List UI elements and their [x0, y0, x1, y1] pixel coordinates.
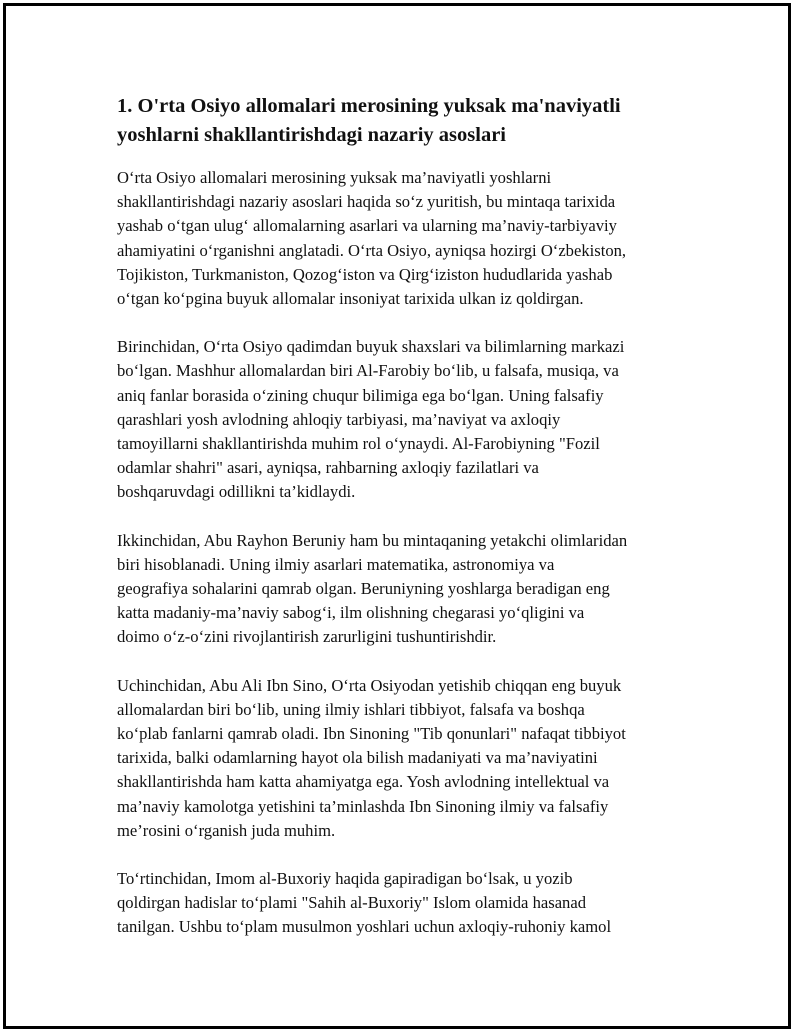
paragraph-ibn-sino: Uchinchidan, Abu Ali Ibn Sino, O‘rta Osiyodan yetishib chiqqan eng buyuk allomalardan biri bo‘lib, uning ilmiy ishlari tibbiyot, falsafa va boshqa ko‘plab fanlarni qamrab oladi. Ibn Sinoning "Tib qonunlari" nafaqat tibbiyot tarixida, balki odamlarning hayot ola bilish madaniyati va ma’naviyatini shakllantirishda ham katta ahamiyatga ega. Yosh avlodning intellektual va ma’naviy kamolotga yetishini ta’minlashda Ibn Sinoning ilmiy va falsafiy me’rosini o‘rganish juda muhim. — [117, 675, 626, 840]
paragraph-beruniy: Ikkinchidan, Abu Rayhon Beruniy ham bu mintaqaning yetakchi olimlaridan biri hisoblanadi. Uning ilmiy asarlari matematika, astronomiya va geografiya sohalarini qamrab olgan. Beruniyning yoshlarga beradigan eng katta madaniy-ma’naviy sabog‘i, ilm olishning chegarasi yo‘qligini va doimo o‘z-o‘zini rivojlantirish zarurligini tushuntirishdir. — [117, 530, 628, 647]
paragraph-intro: O‘rta Osiyo allomalari merosining yuksak ma’naviyatli yoshlarni shakllantirishdagi nazariy asoslari haqida so‘z yuritish, bu mintaqa tarixida yashab o‘tgan ulug‘ allomalarning asarlari va ularning ma’naviy-tarbiyaviy ahamiyatini o‘rganishni anglatadi. O‘rta Osiyo, ayniqsa hozirgi O‘zbekiston, Tojikiston, Turkmaniston, Qozog‘iston va Qirg‘iziston hududlarida yashab o‘tgan ko‘pgina buyuk allomalar insoniyat tarixida ulkan iz qoldirgan. — [117, 168, 627, 309]
paragraph-al-buxoriy: To‘rtinchidan, Imom al-Buxoriy haqida gapiradigan bo‘lsak, u yozib qoldirgan hadislar to‘plami "Sahih al-Buxoriy" Islom olamida hasanad tanilgan. Ushbu to‘plam musulmon yoshlari uchun axloqiy-ruhoniy kamol — [117, 869, 612, 937]
document-body — [117, 92, 689, 964]
paragraph-al-farobiy: Birinchidan, O‘rta Osiyo qadimdan buyuk shaxslari va bilimlarning markazi bo‘lgan. Mashhur allomalardan biri Al-Farobiy bo‘lib, u falsafa, musiqa, va aniq fanlar borasida o‘zining chuqur bilimiga ega bo‘lgan. Uning falsafiy qarashlari yosh avlodning ahloqiy tarbiyasi, ma’naviyat va axloqiy tamoyillarni shakllantirishda muhim rol o‘ynaydi. Al-Farobiyning "Fozil odamlar shahri" asari, ayniqsa, rahbarning axloqiy fazilatlari va boshqaruvdagi odillikni ta’kidlaydi. — [117, 337, 625, 502]
section-heading: 1. O'rta Osiyo allomalari merosining yuksak ma'naviyatli yoshlarni shakllantirishdagi nazariy asoslari — [117, 95, 621, 146]
